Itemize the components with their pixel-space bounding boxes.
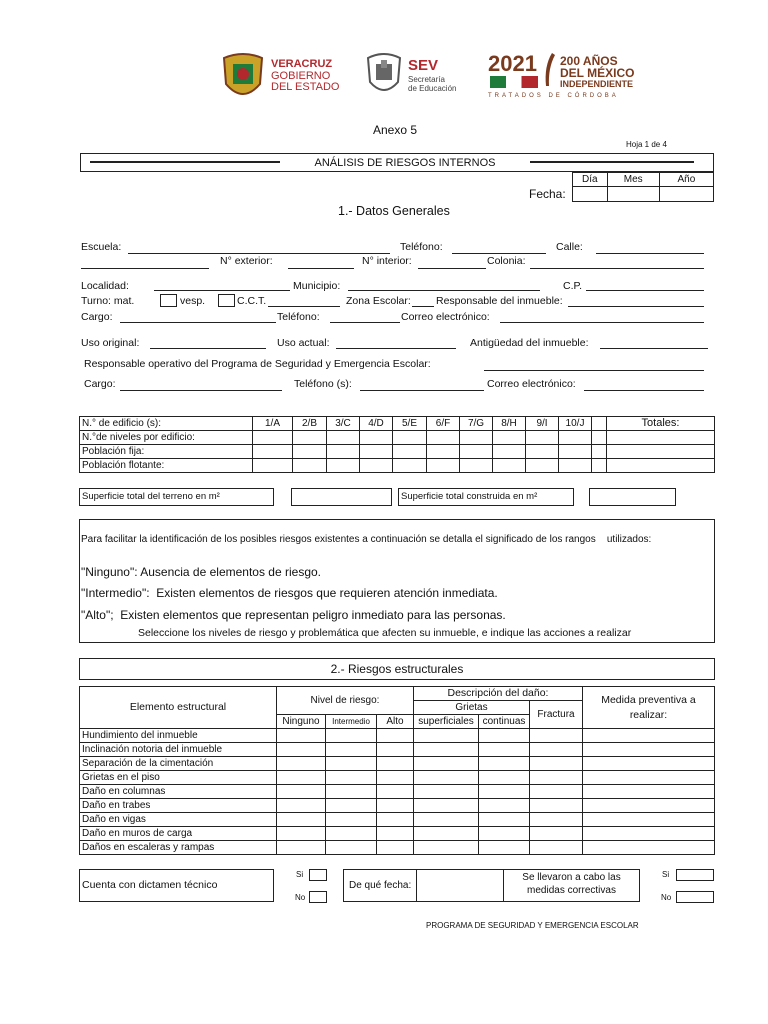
flag-band xyxy=(490,76,538,88)
responsable-inmueble-field[interactable] xyxy=(568,306,704,307)
uso-original-field[interactable] xyxy=(150,348,266,349)
damage-cell[interactable] xyxy=(479,771,530,785)
building-cell[interactable] xyxy=(526,459,559,473)
building-col: 1/A xyxy=(253,417,293,431)
building-cell[interactable] xyxy=(559,459,592,473)
date-col-day: Día xyxy=(573,173,608,187)
building-cell[interactable] xyxy=(393,431,427,445)
veracruz-line1: VERACRUZ xyxy=(271,58,333,70)
risk-instruction: Seleccione los niveles de riesgo y problemática que afecten su inmueble, e indique las acciones a realizar xyxy=(138,627,632,639)
structural-row-label: Daño en columnas xyxy=(80,785,277,799)
title-rule-right xyxy=(530,161,694,163)
page-number: Hoja 1 de 4 xyxy=(626,140,667,149)
building-cell[interactable] xyxy=(526,445,559,459)
responsable-operativo-label: Responsable operativo del Programa de Seguridad y Emergencia Escolar: xyxy=(84,358,431,370)
colonia-label: Colonia: xyxy=(487,255,526,267)
building-cell[interactable] xyxy=(293,445,327,459)
veracruz-line3: DEL ESTADO xyxy=(271,81,340,93)
table-row xyxy=(80,445,715,459)
fecha-dictamen-divider xyxy=(416,869,417,902)
structural-row-label: Hundimiento del inmueble xyxy=(80,729,277,743)
elemento-header: Elemento estructural xyxy=(80,687,277,729)
localidad-label: Localidad: xyxy=(81,280,129,292)
damage-cell[interactable] xyxy=(479,729,530,743)
superficie-terreno-field[interactable] xyxy=(291,488,392,506)
table-row xyxy=(80,799,715,813)
turno-vesp-checkbox[interactable] xyxy=(218,294,235,307)
building-cell[interactable] xyxy=(559,431,592,445)
correo2-field[interactable] xyxy=(584,390,704,391)
cp-field[interactable] xyxy=(586,290,704,291)
building-cell[interactable] xyxy=(393,459,427,473)
buildings-row-label: N.° de edificio (s): xyxy=(80,417,253,431)
table-row xyxy=(80,729,715,743)
table-row xyxy=(80,757,715,771)
building-cell[interactable] xyxy=(460,431,493,445)
antiguedad-label: Antigüedad del inmueble: xyxy=(470,337,589,349)
buildings-row-label: N.°de niveles por edificio: xyxy=(80,431,253,445)
risk-cell[interactable] xyxy=(377,743,414,757)
dictamen-label: Cuenta con dictamen técnico xyxy=(82,879,218,891)
risk-cell[interactable] xyxy=(377,771,414,785)
risk-cell[interactable] xyxy=(377,785,414,799)
structural-row-label: Inclinación notoria del inmueble xyxy=(80,743,277,757)
measure-cell[interactable] xyxy=(583,841,715,855)
anniv-year: 2021 xyxy=(488,51,537,76)
building-cell[interactable] xyxy=(360,445,393,459)
building-cell[interactable] xyxy=(393,445,427,459)
risk-cell[interactable] xyxy=(326,729,377,743)
page-title: ANÁLISIS DE RIESGOS INTERNOS xyxy=(314,157,496,169)
table-row xyxy=(80,841,715,855)
escuela-label: Escuela: xyxy=(81,241,122,253)
uso-actual-field[interactable] xyxy=(336,348,456,349)
damage-cell[interactable] xyxy=(530,743,583,757)
date-table xyxy=(572,172,714,202)
damage-cell[interactable] xyxy=(414,743,479,757)
cargo2-label: Cargo: xyxy=(84,378,116,390)
escuela-field-2[interactable] xyxy=(81,268,209,269)
building-cell[interactable] xyxy=(360,431,393,445)
risk-cell[interactable] xyxy=(377,799,414,813)
alto-header: Alto xyxy=(377,715,414,729)
title-rule-left xyxy=(90,161,280,163)
section2-title: 2.- Riesgos estructurales xyxy=(330,662,464,676)
uso-original-label: Uso original: xyxy=(81,337,140,349)
dictamen-no-label: No xyxy=(295,893,306,902)
risk-cell[interactable] xyxy=(377,729,414,743)
telefono2-label: Teléfono: xyxy=(277,311,320,323)
n-interior-field[interactable] xyxy=(418,268,486,269)
building-col xyxy=(592,417,607,431)
risk-ninguno: "Ninguno": Ausencia de elementos de riesgo. xyxy=(81,565,322,579)
damage-cell[interactable] xyxy=(530,785,583,799)
quill-icon xyxy=(542,52,556,88)
damage-cell[interactable] xyxy=(414,729,479,743)
risk-cell[interactable] xyxy=(377,841,414,855)
fecha-label: Fecha: xyxy=(529,187,566,201)
building-col: 5/E xyxy=(393,417,427,431)
structural-row-label: Daños en escaleras y rampas xyxy=(80,841,277,855)
risk-intermedio: "Intermedio": Existen elementos de riesgos que requieren atención inmediata. xyxy=(81,586,498,600)
building-col: 8/H xyxy=(493,417,526,431)
table-row xyxy=(80,431,715,445)
totales-header: Totales: xyxy=(607,417,715,431)
damage-cell[interactable] xyxy=(530,799,583,813)
building-cell[interactable] xyxy=(327,431,360,445)
nivel-header: Nivel de riesgo: xyxy=(277,687,414,715)
damage-cell[interactable] xyxy=(414,841,479,855)
date-month-input[interactable] xyxy=(607,187,659,202)
building-cell[interactable] xyxy=(592,445,607,459)
structural-table xyxy=(79,686,715,855)
totales-cell[interactable] xyxy=(607,431,715,445)
structural-row-label: Grietas en el piso xyxy=(80,771,277,785)
damage-cell[interactable] xyxy=(479,757,530,771)
damage-cell[interactable] xyxy=(479,841,530,855)
measure-cell[interactable] xyxy=(583,813,715,827)
sev-abbr: SEV xyxy=(408,57,439,74)
n-exterior-field[interactable] xyxy=(288,268,354,269)
structural-row-label: Daño en trabes xyxy=(80,799,277,813)
cct-field[interactable] xyxy=(268,306,340,307)
table-row xyxy=(80,827,715,841)
table-row xyxy=(80,743,715,757)
measure-cell[interactable] xyxy=(583,743,715,757)
vesp-label: vesp. xyxy=(180,295,206,307)
building-cell[interactable] xyxy=(427,445,460,459)
building-col: 4/D xyxy=(360,417,393,431)
measure-cell[interactable] xyxy=(583,827,715,841)
correo-field[interactable] xyxy=(500,322,704,323)
superficiales-header: superficiales xyxy=(414,715,479,729)
building-cell[interactable] xyxy=(460,445,493,459)
risk-cell[interactable] xyxy=(277,785,326,799)
damage-cell[interactable] xyxy=(414,813,479,827)
zona-label: Zona Escolar: xyxy=(346,295,411,307)
turno-mat-checkbox[interactable] xyxy=(160,294,177,307)
building-cell[interactable] xyxy=(460,459,493,473)
sev-crest-icon xyxy=(364,52,404,96)
building-col: 10/J xyxy=(559,417,592,431)
risk-cell[interactable] xyxy=(277,799,326,813)
damage-cell[interactable] xyxy=(414,827,479,841)
turno-label: Turno: mat. xyxy=(81,295,135,307)
colonia-field[interactable] xyxy=(530,268,704,269)
date-year-input[interactable] xyxy=(659,187,713,202)
telefonos-field[interactable] xyxy=(360,390,484,391)
building-cell[interactable] xyxy=(427,431,460,445)
veracruz-line2: GOBIERNO xyxy=(271,70,331,82)
cargo-label: Cargo: xyxy=(81,311,113,323)
medidas-no-checkbox[interactable] xyxy=(676,891,714,903)
telefonos-label: Teléfono (s): xyxy=(294,378,352,390)
responsable-operativo-field[interactable] xyxy=(484,370,704,371)
n-interior-label: N° interior: xyxy=(362,255,412,267)
veracruz-shield-icon xyxy=(220,52,266,102)
antiguedad-field[interactable] xyxy=(600,348,708,349)
building-cell[interactable] xyxy=(360,459,393,473)
descripcion-header: Descripción del daño: xyxy=(414,687,583,701)
cargo2-field[interactable] xyxy=(120,390,282,391)
damage-cell[interactable] xyxy=(414,799,479,813)
damage-cell[interactable] xyxy=(530,827,583,841)
damage-cell[interactable] xyxy=(530,729,583,743)
measure-cell[interactable] xyxy=(583,729,715,743)
ninguno-header: Ninguno xyxy=(277,715,326,729)
totales-cell[interactable] xyxy=(607,445,715,459)
anniv-line2: DEL MÉXICO xyxy=(560,66,635,80)
cct-label: C.C.T. xyxy=(237,295,267,307)
building-cell[interactable] xyxy=(293,459,327,473)
risk-cell[interactable] xyxy=(277,757,326,771)
risk-cell[interactable] xyxy=(326,743,377,757)
risk-intro: Para facilitar la identificación de los posibles riesgos existentes a continuación se detalla el significado de los rangos utilizados: xyxy=(81,534,652,545)
risk-cell[interactable] xyxy=(326,785,377,799)
totales-cell[interactable] xyxy=(607,459,715,473)
risk-cell[interactable] xyxy=(326,799,377,813)
medidas-line1: Se llevaron a cabo las xyxy=(522,872,621,883)
table-row xyxy=(80,813,715,827)
municipio-label: Municipio: xyxy=(293,280,341,292)
zona-field[interactable] xyxy=(412,306,434,307)
cp-label: C.P. xyxy=(563,280,583,292)
medida-header: Medida preventiva a realizar: xyxy=(583,687,715,729)
damage-cell[interactable] xyxy=(530,841,583,855)
superficie-construida-field[interactable] xyxy=(589,488,676,506)
annex-label: Anexo 5 xyxy=(373,123,418,137)
measure-cell[interactable] xyxy=(583,771,715,785)
damage-cell[interactable] xyxy=(479,827,530,841)
damage-cell[interactable] xyxy=(479,813,530,827)
structural-row-label: Separación de la cimentación xyxy=(80,757,277,771)
anniv-sub: TRATADOS DE CÓRDOBA xyxy=(488,93,619,99)
table-row xyxy=(80,459,715,473)
n-exterior-label: N° exterior: xyxy=(220,255,273,267)
calle-label: Calle: xyxy=(556,241,583,253)
building-col: 3/C xyxy=(327,417,360,431)
damage-cell[interactable] xyxy=(414,757,479,771)
risk-alto: "Alto"; Existen elementos que representan peligro inmediato para las personas. xyxy=(81,608,506,622)
structural-row-label: Daño en muros de carga xyxy=(80,827,277,841)
date-col-year: Año xyxy=(659,173,713,187)
damage-cell[interactable] xyxy=(479,799,530,813)
correo2-label: Correo electrónico: xyxy=(487,378,576,390)
fractura-header: Fractura xyxy=(530,701,583,729)
buildings-row-label: Población flotante: xyxy=(80,459,253,473)
buildings-row-label: Población fija: xyxy=(80,445,253,459)
risk-cell[interactable] xyxy=(277,743,326,757)
measure-cell[interactable] xyxy=(583,757,715,771)
table-row xyxy=(80,785,715,799)
sev-line2: de Educación xyxy=(408,84,457,93)
telefono2-field[interactable] xyxy=(330,322,400,323)
grietas-header: Grietas xyxy=(414,701,530,715)
risk-cell[interactable] xyxy=(326,841,377,855)
risk-cell[interactable] xyxy=(277,729,326,743)
dictamen-si-label: Si xyxy=(296,870,304,879)
cargo-field[interactable] xyxy=(120,322,276,323)
building-cell[interactable] xyxy=(493,445,526,459)
medidas-no-label: No xyxy=(661,893,672,902)
building-cell[interactable] xyxy=(253,431,293,445)
measure-cell[interactable] xyxy=(583,785,715,799)
building-cell[interactable] xyxy=(493,431,526,445)
superficie-construida-label: Superficie total construida en m² xyxy=(398,488,574,506)
risk-cell[interactable] xyxy=(377,813,414,827)
anniv-line3: INDEPENDIENTE xyxy=(560,79,634,89)
building-col: 9/I xyxy=(526,417,559,431)
building-col: 6/F xyxy=(427,417,460,431)
measure-cell[interactable] xyxy=(583,799,715,813)
building-cell[interactable] xyxy=(592,459,607,473)
structural-row-label: Daño en vigas xyxy=(80,813,277,827)
building-col: 7/G xyxy=(460,417,493,431)
risk-cell[interactable] xyxy=(326,827,377,841)
damage-cell[interactable] xyxy=(479,785,530,799)
building-cell[interactable] xyxy=(327,445,360,459)
risk-cell[interactable] xyxy=(277,813,326,827)
building-cell[interactable] xyxy=(559,445,592,459)
risk-cell[interactable] xyxy=(326,771,377,785)
damage-cell[interactable] xyxy=(414,785,479,799)
damage-cell[interactable] xyxy=(479,743,530,757)
risk-cell[interactable] xyxy=(277,841,326,855)
risk-cell[interactable] xyxy=(277,771,326,785)
building-cell[interactable] xyxy=(427,459,460,473)
building-cell[interactable] xyxy=(592,431,607,445)
telefono-label: Teléfono: xyxy=(400,241,443,253)
responsable-inmueble-label: Responsable del inmueble: xyxy=(436,295,563,307)
sev-line1: Secretaría xyxy=(408,75,445,84)
risk-cell[interactable] xyxy=(326,757,377,771)
intermedio-header: Intermedio xyxy=(326,715,377,729)
risk-cell[interactable] xyxy=(377,827,414,841)
municipio-field[interactable] xyxy=(348,290,540,291)
dictamen-si-checkbox[interactable] xyxy=(309,869,327,881)
damage-cell[interactable] xyxy=(414,771,479,785)
damage-cell[interactable] xyxy=(530,813,583,827)
section1-title: 1.- Datos Generales xyxy=(338,204,450,218)
risk-cell[interactable] xyxy=(377,757,414,771)
medidas-si-label: Si xyxy=(662,870,670,879)
uso-actual-label: Uso actual: xyxy=(277,337,330,349)
damage-cell[interactable] xyxy=(530,771,583,785)
damage-cell[interactable] xyxy=(530,757,583,771)
building-cell[interactable] xyxy=(293,431,327,445)
building-cell[interactable] xyxy=(526,431,559,445)
buildings-table xyxy=(79,416,715,473)
superficie-terreno-label: Superficie total del terreno en m² xyxy=(79,488,274,506)
continuas-header: continuas xyxy=(479,715,530,729)
medidas-si-checkbox[interactable] xyxy=(676,869,714,881)
correo-label: Correo electrónico: xyxy=(401,311,490,323)
building-cell[interactable] xyxy=(493,459,526,473)
risk-cell[interactable] xyxy=(326,813,377,827)
fecha-dictamen-label: De qué fecha: xyxy=(349,880,412,891)
telefono-field[interactable] xyxy=(452,253,546,254)
date-col-month: Mes xyxy=(607,173,659,187)
localidad-field[interactable] xyxy=(154,290,290,291)
table-row xyxy=(80,771,715,785)
medidas-line2: medidas correctivas xyxy=(527,885,616,896)
building-cell[interactable] xyxy=(253,445,293,459)
calle-field[interactable] xyxy=(596,253,704,254)
dictamen-no-checkbox[interactable] xyxy=(309,891,327,903)
building-cell[interactable] xyxy=(253,459,293,473)
date-day-input[interactable] xyxy=(573,187,608,202)
footer-text: PROGRAMA DE SEGURIDAD Y EMERGENCIA ESCOLAR xyxy=(426,921,639,930)
anniv-line1: 200 AÑOS xyxy=(560,54,618,68)
building-cell[interactable] xyxy=(327,459,360,473)
risk-cell[interactable] xyxy=(277,827,326,841)
escuela-field[interactable] xyxy=(128,253,390,254)
building-col: 2/B xyxy=(293,417,327,431)
